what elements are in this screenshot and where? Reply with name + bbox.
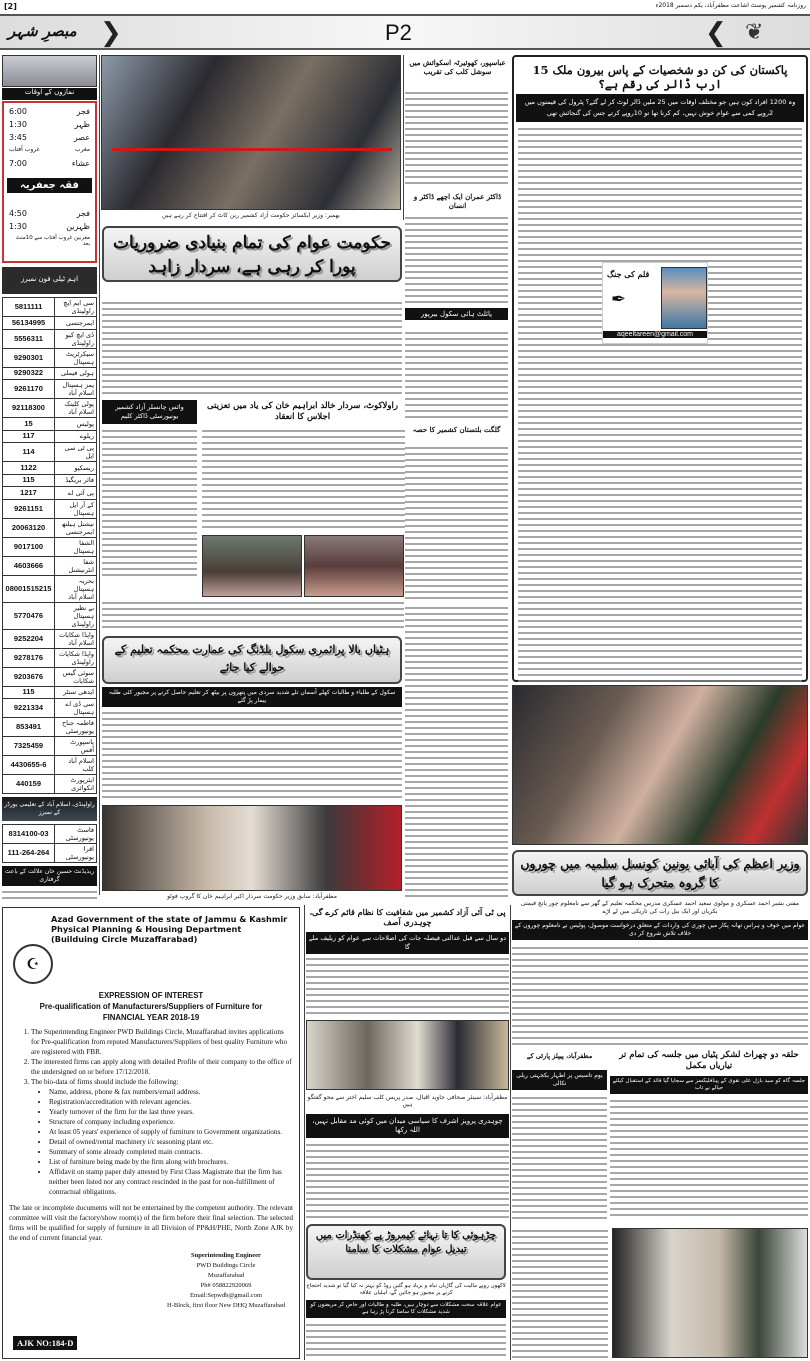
phone-number: 4603666 xyxy=(3,556,55,575)
dateline: روزنامہ کشمیر پوسٹ اشاعت مظفرآباد، یکم دسمبر 2018ء xyxy=(655,2,806,9)
ad-item: 2. The interested firms can apply along with detailed Profile of their company to the office of the undersigned on or before 17/12/2018. xyxy=(31,1057,293,1077)
article-text xyxy=(405,330,508,420)
press-photo xyxy=(306,1020,509,1090)
phone-row xyxy=(3,380,97,399)
ad-bullet: • List of furniture being made by the firm along with brochures. xyxy=(49,1157,293,1167)
universities-title: راولپنڈی، اسلام آباد کے تعلیمی بورڈز کے نمبرز xyxy=(2,797,97,821)
ad-bullet: • Summary of some already completed main contracts. xyxy=(49,1147,293,1157)
ad-signature-line: Ph# 058822920069 xyxy=(200,1282,252,1289)
prayer-time: 3:45 xyxy=(9,133,27,142)
prayer-name: ظہرین xyxy=(66,222,90,231)
phone-number: 115 xyxy=(3,474,55,487)
ad-signature-line: Muzaffarabad xyxy=(207,1272,245,1279)
headline-vc: وائس چانسلر آزاد کشمیر یونیورسٹی ڈاکٹر کلیم xyxy=(102,400,197,424)
phone-number: 9252204 xyxy=(3,629,55,648)
article-text xyxy=(405,215,508,305)
sidebar-lower xyxy=(2,267,97,900)
ad-signature-line: H-Block, first floor New DHQ Muzaffarabad xyxy=(167,1302,285,1309)
columnist-email: aqeeltareen@gmail.com xyxy=(603,331,707,338)
phone-label: ریسکیو xyxy=(55,462,97,475)
prayer-name: فجر xyxy=(76,209,90,218)
headline-pti: پی ٹی آئی آزاد کشمیر میں شفافیت کا نظام قائم کرے گی، چوہدری آصف xyxy=(309,907,506,927)
phone-number: 8314100-03 xyxy=(3,825,55,844)
main-headline: حکومت عوام کی تمام بنیادی ضروریات پورا کر رہی ہے، سردار زاہد xyxy=(102,226,402,282)
phone-row xyxy=(3,317,97,330)
phone-row xyxy=(3,367,97,380)
leaf-logo-icon: ❦ xyxy=(745,20,764,45)
article-text xyxy=(405,605,508,900)
article-text xyxy=(405,90,508,188)
article-text xyxy=(306,956,509,1016)
phone-row xyxy=(3,825,97,844)
phone-number: 9290322 xyxy=(3,367,55,380)
article-text xyxy=(306,1322,506,1358)
phone-number: 7325459 xyxy=(3,737,55,756)
phone-row xyxy=(3,737,97,756)
phone-row xyxy=(3,686,97,699)
phone-label: الشفا ہسپتال xyxy=(55,537,97,556)
prayer-title: نمازوں کے اوقات xyxy=(2,88,97,100)
pen-icon: ✒ xyxy=(611,289,627,310)
phone-label: پی ٹی سی ایل xyxy=(55,443,97,462)
headline-pm-uc: وزیر اعظم کی آبائی یونین کونسل سلمیہ میں چوروں کا گروہ متحرک ہو گیا xyxy=(512,850,808,896)
section-logo: مبصرِ شہر xyxy=(8,22,77,40)
chevron-right-icon: ❯ xyxy=(100,18,122,48)
ad-bullet: • Affidavit on stamp paper duly attested by First Class Magistrate that the firm has neither been listed nor any contract rescinded in the past for non-fulfillment of contractual obligations. xyxy=(49,1167,293,1197)
ad-reference: AJK NO:184-D xyxy=(13,1336,77,1350)
columnist-box xyxy=(602,262,708,344)
tender-ad xyxy=(2,907,300,1359)
ad-year: FINANCIAL YEAR 2018-19 xyxy=(102,1013,200,1022)
phone-number: 5556311 xyxy=(3,329,55,348)
phone-row xyxy=(3,474,97,487)
phone-number: 56134995 xyxy=(3,317,55,330)
subheadline-halqa: جلسہ گاہ کو سید بازل علی نقوی کے پینافلیکسز سے سجایا گیا قائد کے استقبال کیلئے جیالے بے تاب xyxy=(610,1076,808,1094)
phone-number: 440159 xyxy=(3,775,55,794)
phone-label: ایمرجنسی xyxy=(55,317,97,330)
phone-number: 1217 xyxy=(3,487,55,500)
section-header xyxy=(0,14,810,50)
phone-row xyxy=(3,756,97,775)
section-title: P2 xyxy=(385,20,412,45)
ad-footer: The late or incomplete documents will not be entertained by the competent authority. The relevant committee will visit the factory/show room(s) of the firm before their final selection. The selected firms will be qualified for supply of furniture in all Division of PP&H/PHE, North Zone AJK by the end of current financial year. xyxy=(9,1204,293,1242)
article-text xyxy=(102,428,197,578)
university-table xyxy=(2,824,97,863)
phone-number: 111-264-264 xyxy=(3,844,55,863)
phone-label: بحریہ ہسپتال اسلام آباد xyxy=(55,575,97,602)
phone-label: سیکرٹریٹ ہسپتال xyxy=(55,348,97,367)
article-text xyxy=(512,1095,607,1220)
headline-gilgit: گلگت بلتستان کشمیر کا حصہ xyxy=(412,425,501,434)
phone-row xyxy=(3,699,97,718)
phone-label: کے آر ایل ہسپتال xyxy=(55,499,97,518)
prayer-time: 7:00 xyxy=(9,159,27,168)
phone-label: پمز ہسپتال اسلام آباد xyxy=(55,380,97,399)
article-text xyxy=(202,428,405,532)
rally-photo xyxy=(512,685,808,845)
headline-road: چڑہوئی کا تا نہائے کیمروڑ پے کھنڈرات میں تبدیل عوام مشکلات کا سامنا xyxy=(306,1224,506,1280)
photo-caption: بھمبر: وزیر ایکسائز حکومت آزاد کشمیر ربن کاٹ کر افتتاح کر رہے ہیں xyxy=(162,212,340,219)
ajk-seal-icon: ☪ xyxy=(13,944,53,984)
headline-parvez: چوہدری پرویز اشرف کا سیاسی میدان میں کوئی مد مقابل نہیں، اللہ رکھا xyxy=(306,1114,509,1138)
prayer-name: فجر xyxy=(76,107,90,116)
phone-label: ریلوے xyxy=(55,430,97,443)
ad-title: EXPRESSION OF INTEREST xyxy=(98,991,204,1000)
prayer-time: 6:00 xyxy=(9,107,27,116)
phone-label: ہولی فیملی xyxy=(55,367,97,380)
phone-row xyxy=(3,462,97,475)
subheadline-pm-uc-2: عوام میں خوف و ہراس تھانہ پکار میں چوری کی واردات کے متعلق درخواست موصول، پولیس نے نامعلوم چوروں کے خلاف تلاش شروع کر دی xyxy=(512,920,808,940)
headline-doctor: ڈاکٹر عمران ایک اچھے ڈاکٹر و انسان xyxy=(413,192,502,210)
jafria-maghrib: مغربین غروب آفتاب سے 10منٹ بعد xyxy=(15,235,90,247)
phone-row xyxy=(3,298,97,317)
sidebar-headline: ریذیڈنٹ حسین خان علالت کے باعث گرفتاری xyxy=(2,866,97,886)
meeting-photo xyxy=(202,535,302,597)
phone-label: پولی کلینک اسلام آباد xyxy=(55,399,97,418)
prayer-name: مغرب xyxy=(74,146,90,153)
phone-label: فاطمہ جناح یونیورسٹی xyxy=(55,718,97,737)
article-text xyxy=(102,710,402,800)
photo-caption: مظفرآباد: سابق وزیر حکومت سردار اکبر ابراہیم خان کا گروپ فوٹو xyxy=(167,893,337,900)
phone-number: 5770476 xyxy=(3,602,55,629)
phone-label: پولیس xyxy=(55,418,97,431)
article-text xyxy=(102,300,402,394)
phone-label: سی ڈی اے ہسپتال xyxy=(55,699,97,718)
ad-signature-line: PWD Buildings Circle xyxy=(196,1262,256,1269)
phone-number: 20063120 xyxy=(3,518,55,537)
phone-label: ڈی ایچ کیو راولپنڈی xyxy=(55,329,97,348)
ad-signature-line: Email:Sepwdb@gmail.com xyxy=(190,1292,262,1299)
prayer-time: 4:50 xyxy=(9,209,27,218)
phone-number: 9278176 xyxy=(3,648,55,667)
subheadline-pti: دو سال سے قبل عدالتی فیصلہ جات کی اصلاحات سے عوام کو ریلیف ملے گا xyxy=(306,932,509,954)
phone-label: ایدھی سنٹر xyxy=(55,686,97,699)
prayer-time: 1:30 xyxy=(9,120,27,129)
subheadline-road-2: عوام علاقہ سخت مشکلات سے دوچار ہیں، طلبہ و طالبات اور خاص کر مریضوں کو شدید مشکلات کا سامنا کرنا پڑ رہا ہے xyxy=(306,1300,506,1318)
phone-label: پی آئی اے xyxy=(55,487,97,500)
ribbon-cutting-photo xyxy=(101,55,401,210)
ad-bullet: • At least 05 years' experience of supply of furniture to Government organizations. xyxy=(49,1127,293,1137)
page-number: [2] xyxy=(4,2,17,11)
sidebar-article-text xyxy=(2,889,97,900)
phone-number: 9290301 xyxy=(3,348,55,367)
ad-item: 3. The bio-data of firms should include the following: xyxy=(31,1077,293,1087)
phone-row xyxy=(3,348,97,367)
phone-label: نیشنل ہیلتھ ایمرجنسی xyxy=(55,518,97,537)
phone-number: 853491 xyxy=(3,718,55,737)
phone-label: فائر بریگیڈ xyxy=(55,474,97,487)
phone-row xyxy=(3,430,97,443)
phone-label: بے نظیر ہسپتال راولپنڈی xyxy=(55,602,97,629)
subheadline-ppp: یوم تاسیس پر اظہار یکجہتی ریلی نکالی xyxy=(512,1070,607,1090)
phone-label: اقرا یونیورسٹی xyxy=(55,844,97,863)
prayer-name: ظہر xyxy=(74,120,90,129)
phone-row xyxy=(3,487,97,500)
phone-row xyxy=(3,499,97,518)
phone-row xyxy=(3,775,97,794)
article-text xyxy=(512,945,808,1045)
phone-row xyxy=(3,667,97,686)
prayer-time: غروب آفتاب xyxy=(9,146,40,153)
phone-table xyxy=(2,297,97,794)
phone-number: 115 xyxy=(3,686,55,699)
mosque-image xyxy=(2,55,97,87)
subheadline-road-1: لاکھوں روپے مالیت کی گاڑیاں تباہ و برباد ہو گئیں روڈ کو بہتر نہ کیا گیا تو شدید احتجاج کرنے پر مجبور ہو جائیں گے، اہلیان علاقہ xyxy=(306,1283,506,1296)
article-text xyxy=(405,445,508,600)
article-text xyxy=(610,1098,808,1220)
phone-row xyxy=(3,629,97,648)
column-title: قلم کی جنگ xyxy=(607,269,650,279)
feature-headline: پاکستان کی کن دو شخصیات کے پاس بیرون ملک 15 ارب ڈالر کی رقم ہے؟ xyxy=(532,63,788,91)
article-text xyxy=(306,1142,509,1220)
feature-subheadline: وہ 1200 افراد کون ہیں جو مختلف اوقات میں 25 ملین ڈالر لوٹ کر لے گئے؟ پٹرول کی قیمتوں میں 2روپے کمی سے عوام خوش نہیں، کم کرنا تھا تو 10روپے کرتے جس کی گنجائش تھی xyxy=(516,94,804,122)
ad-item: 1. The Superintending Engineer PWD Buildings Circle, Muzaffarabad invites applications for Pre-qualification from reputed Manufacturers/Suppliers of best quality Furniture who are registered with FBR. xyxy=(31,1027,293,1057)
phone-number: 9221334 xyxy=(3,699,55,718)
ad-signature-line: Superintending Engineer xyxy=(191,1252,261,1259)
ad-subtitle: Pre-qualification of Manufacturers/Suppliers of Furniture for xyxy=(39,1002,263,1011)
phone-label: سوئی گیس شکایات xyxy=(55,667,97,686)
phone-label: اسلام آباد کلب xyxy=(55,756,97,775)
ad-bullet: • Registration/accreditation with relevant agencies. xyxy=(49,1097,293,1107)
phone-number: 9261151 xyxy=(3,499,55,518)
phone-row xyxy=(3,418,97,431)
phone-number: 5811111 xyxy=(3,298,55,317)
phone-label: ایئرپورٹ انکوائری xyxy=(55,775,97,794)
phone-label: فاسٹ یونیورسٹی xyxy=(55,825,97,844)
subheadline-pm-uc-1: مفتی بشیر احمد عسکری و مولوی سعید احمد عسکری مدرس محکمہ تعلیم کے گھر سے نامعلوم چور پانچ قیمتی بکریاں اور ایک بیل رات کی تاریکی میں لے اڑے xyxy=(520,900,800,915)
ad-bullet: • Name, address, phone & fax numbers/email address. xyxy=(49,1087,293,1097)
phone-number: 114 xyxy=(3,443,55,462)
photo-caption: مظفرآباد: سینئر صحافی جاوید اقبال، صدر پریس کلب سلیم اختر سے محو گفتگو ہیں xyxy=(307,1094,508,1108)
ad-org: Azad Government of the state of Jammu & Kashmir xyxy=(51,914,288,924)
ad-dept: Physical Planning & Housing Department xyxy=(51,924,242,934)
phone-number: 4430655-6 xyxy=(3,756,55,775)
phone-row xyxy=(3,399,97,418)
phone-row xyxy=(3,648,97,667)
phone-number: 15 xyxy=(3,418,55,431)
headline-halqa: حلقہ دو چھراٹ لشکر پٹیاں میں جلسہ کی تمام تر تیاریاں مکمل xyxy=(619,1050,799,1071)
meeting-photo xyxy=(304,535,404,597)
phone-row xyxy=(3,575,97,602)
phone-number: 92118300 xyxy=(3,399,55,418)
phone-label: واپڈا شکایات راولپنڈی xyxy=(55,648,97,667)
phone-label: واپڈا شکایات اسلام آباد xyxy=(55,629,97,648)
phone-row xyxy=(3,556,97,575)
feature-article xyxy=(512,55,808,682)
jafria-title: فقہ جعفریہ xyxy=(7,178,92,193)
phone-number: 1122 xyxy=(3,462,55,475)
chevron-left-icon: ❮ xyxy=(705,18,727,48)
prayer-name: عصر xyxy=(73,133,90,142)
headline-school2: پائلٹ ہائی سکول بیرپور xyxy=(405,308,508,320)
ad-bullet: • Detail of owned/rental machinery i/c seasoning plant etc. xyxy=(49,1137,293,1147)
ad-circle: (Builduing Circle Muzaffarabad) xyxy=(51,934,198,944)
article-text xyxy=(512,1228,608,1358)
phone-row xyxy=(3,518,97,537)
phone-number: 08001515215 xyxy=(3,575,55,602)
phone-label: شفا انٹرنیشنل xyxy=(55,556,97,575)
phone-number: 9017100 xyxy=(3,537,55,556)
headline-rawalakot: راولاکوٹ، سردار خالد ابراہیم خان کی یاد میں تعزیتی اجلاس کا انعقاد xyxy=(207,401,398,422)
phone-number: 117 xyxy=(3,430,55,443)
phone-row xyxy=(3,329,97,348)
article-text xyxy=(102,600,404,630)
prayer-time: 1:30 xyxy=(9,222,27,231)
ad-bullet: • Yearly turnover of the firm for the last three years. xyxy=(49,1107,293,1117)
phone-number: 9261170 xyxy=(3,380,55,399)
headline-ppp: مظفرآباد، پیپلز پارٹی کے xyxy=(526,1052,593,1060)
phone-row xyxy=(3,602,97,629)
subheadline-school: سکول کے طلباء و طالبات کھلے آسمان تلے شدید سردی میں پتھروں پر بیٹھ کر تعلیم حاصل کرنے پر مجبور کئی طلبہ بیمار پڑ گئے xyxy=(102,687,402,707)
ad-bullet: • Structure of company including experience. xyxy=(49,1117,293,1127)
phone-row xyxy=(3,537,97,556)
prayer-times-box xyxy=(2,101,97,263)
phone-row xyxy=(3,443,97,462)
headline-school: ہٹیاں بالا پرائمری سکول بلڈنگ کی عمارت محکمہ تعلیم کے حوالے کیا جائے xyxy=(102,636,402,684)
phone-label: پاسپورٹ آفس xyxy=(55,737,97,756)
phone-number: 9203676 xyxy=(3,667,55,686)
phone-label: سی ایم ایچ راولپنڈی xyxy=(55,298,97,317)
office-photo xyxy=(612,1228,808,1358)
phone-row xyxy=(3,718,97,737)
prayer-name: عشاء xyxy=(71,159,90,168)
group-photo xyxy=(102,805,402,891)
phones-title: اہم ٹیلی فون نمبرز xyxy=(2,267,97,294)
columnist-photo xyxy=(661,267,707,329)
headline-abbaspur: عباسپور، کھوئیرٹہ اسکوائش میں سوشل کلب کی تقریب xyxy=(409,58,506,76)
phone-row xyxy=(3,844,97,863)
